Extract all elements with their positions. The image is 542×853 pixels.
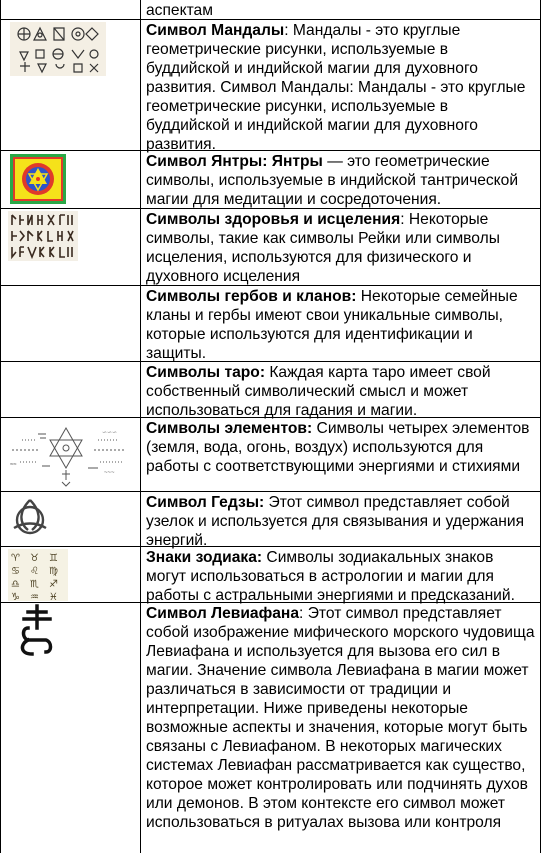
yantra-icon	[2, 152, 138, 208]
row-text: аспектам	[146, 2, 213, 19]
svg-text:♈: ♈	[11, 553, 20, 564]
svg-text:♎: ♎	[11, 579, 20, 590]
row-text: Символы здоровья и исцеления: Некоторые символы, такие как символы Рейки или символы исцеления, используются для физического и духовного исцеления	[146, 211, 500, 285]
svg-text:♉: ♉	[30, 553, 39, 564]
row-text: Символ Левиафана: Этот символ представляет собой изображение мифического морского чудовища Левиафана и используется для вызова его сил в магии. Значение символа Левиафана в магии может различаться в зависимости от традиции и интерпретации. Ниже приведены некоторые возможные аспекты и значения, которые могут быть связаны с Левиафаном. В некоторых магических системах Левиафан рассматривается как существо, которое может контролировать или подчинять духов или демонов. В этом контексте его символ может использоваться в ритуалах вызова или контроля	[146, 605, 535, 831]
row-text: Символ Янтры: Янтры — это геометрические символы, используемые в индийской тантрической магии для медитации и сосредоточения.	[146, 153, 519, 208]
row-text: Символ Мандалы: Мандалы - это круглые геометрические рисунки, используемые в буддийской и индийской магии для духовного развития. Символ Мандалы: Мандалы - это круглые геометрические рисунки, используемые в буддийской и индийской магии для духовного развития.	[146, 22, 526, 153]
row-text: Символы таро: Каждая карта таро имеет свой собственный символический смысл и может использоваться для гадания и магии.	[146, 364, 491, 419]
table-row	[0, 361, 541, 418]
row-text: Символы гербов и кланов: Некоторые семейные кланы и гербы имеют свои уникальные символы, которые используются для идентификации и защиты.	[146, 288, 518, 362]
svg-text:♍: ♍	[49, 566, 58, 577]
triquetra-knot-icon	[2, 494, 138, 544]
svg-text:~~~: ~~~	[104, 470, 115, 476]
elements-diagram-icon	[2, 420, 138, 490]
svg-text:♐: ♐	[49, 579, 58, 590]
table-row	[0, 491, 541, 547]
leviathan-cross-icon	[2, 604, 138, 656]
table-row	[0, 417, 541, 492]
healing-runes-icon	[2, 211, 138, 261]
svg-text:♑: ♑	[11, 592, 20, 601]
svg-text:♓: ♓	[49, 592, 58, 601]
mandala-symbols-icon	[2, 22, 138, 76]
row-text: Знаки зодиака: Символы зодиакальных знаков могут использоваться в астрологии и магии для работы с астральными энергиями и предсказаний.	[146, 549, 515, 604]
table-row	[0, 19, 541, 151]
row-text: Символы элементов: Символы четырех элементов (земля, вода, огонь, воздух) используются для работы с соответствующими энергиями и стихиями	[146, 420, 530, 475]
svg-text:♋: ♋	[11, 566, 20, 577]
svg-text:∽∽∽: ∽∽∽	[102, 430, 118, 436]
zodiac-signs-icon	[2, 549, 138, 601]
svg-text:♒: ♒	[30, 592, 39, 601]
svg-text:♏: ♏	[30, 579, 39, 590]
table-row	[0, 208, 541, 286]
svg-text:♊: ♊	[49, 553, 58, 564]
table-row	[0, 546, 541, 603]
table-row	[0, 602, 541, 853]
table-row	[0, 285, 541, 362]
row-text: Символ Гедзы: Этот символ представляет собой узелок и используется для связывания и удержания энергий.	[146, 494, 525, 549]
svg-text:≈≈: ≈≈	[10, 462, 17, 468]
svg-text:♌: ♌	[30, 566, 39, 577]
table-row	[0, 150, 541, 209]
table-row	[0, 0, 541, 20]
